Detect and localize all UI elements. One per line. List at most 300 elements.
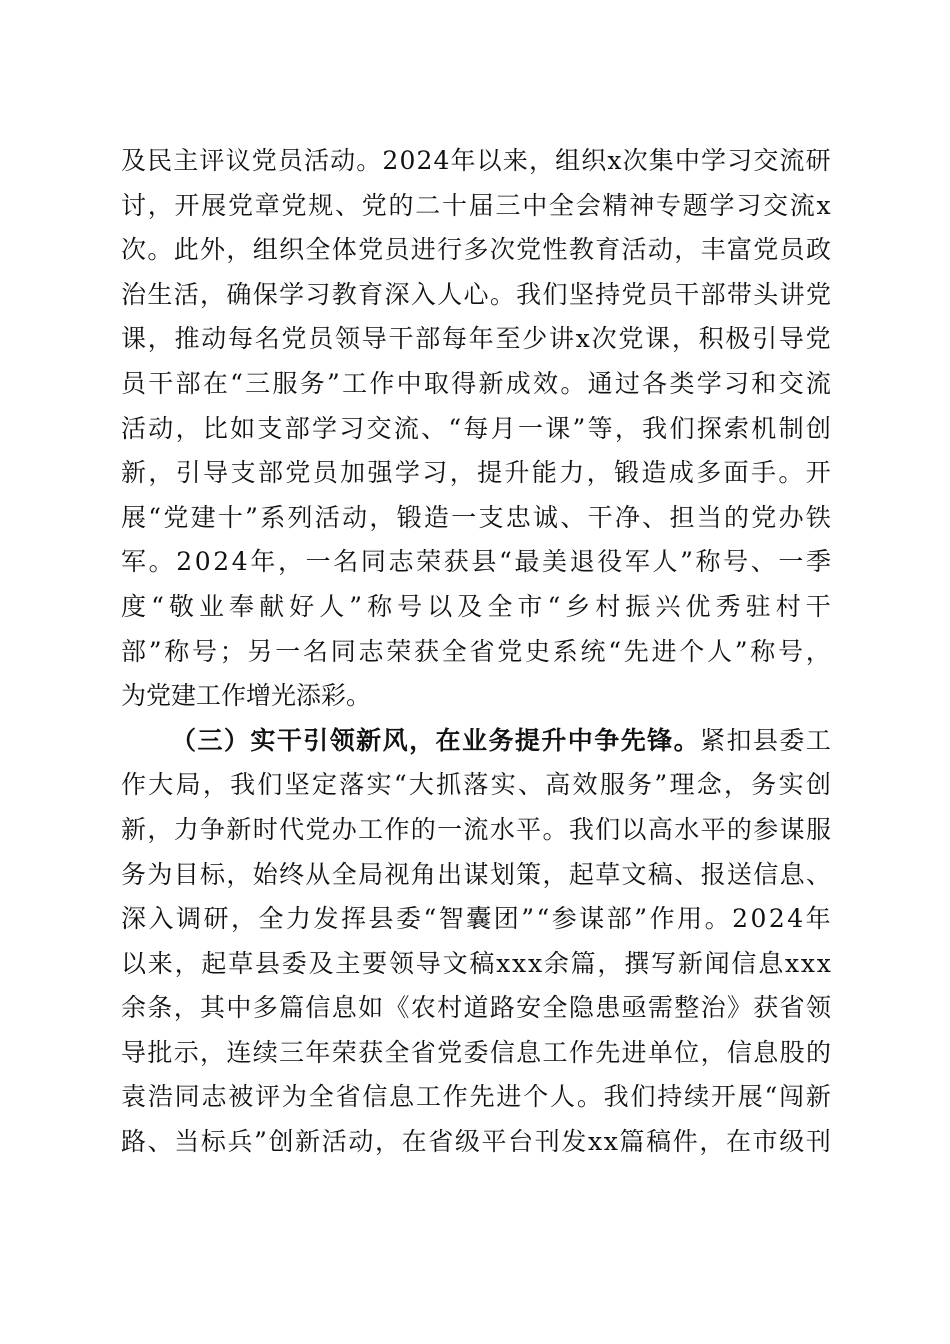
text-char: 我 — [568, 814, 594, 844]
text-line — [121, 630, 831, 675]
text-char: 终 — [279, 859, 305, 889]
text-char: 议 — [225, 146, 251, 175]
text-char: 草 — [595, 859, 621, 889]
text-char: 当 — [696, 502, 722, 532]
text-char: 入 — [148, 904, 174, 934]
text-char: 全 — [331, 859, 357, 889]
text-char: 党 — [305, 814, 331, 844]
text-char: 取 — [423, 368, 449, 398]
heading-char: 升 — [541, 725, 567, 755]
text-char: 坚 — [284, 770, 310, 800]
text-char: “ — [423, 904, 437, 934]
text-line — [121, 853, 831, 898]
text-char: 党 — [753, 235, 779, 265]
text-char: 兴 — [655, 591, 681, 621]
text-char: 念 — [696, 770, 722, 800]
text-char: 外 — [200, 235, 226, 265]
text-char: 示 — [173, 1037, 199, 1067]
text-char: 信 — [362, 1082, 388, 1112]
text-char: 员 — [312, 458, 338, 488]
text-char: 课 — [121, 324, 147, 354]
heading-char: 务 — [488, 725, 514, 755]
text-char: 写 — [651, 948, 677, 978]
text-char: 献 — [259, 591, 285, 621]
text-char: 路 — [121, 1127, 147, 1157]
text-char: 要 — [362, 948, 388, 978]
text-char: 领 — [805, 993, 831, 1023]
text-char: 称 — [164, 636, 190, 666]
text-char: 流 — [393, 413, 419, 443]
text-char: 史 — [525, 636, 551, 666]
text-char: 。 — [148, 547, 174, 577]
text-char: 一 — [778, 547, 804, 577]
text-char: 全 — [549, 190, 575, 220]
text-char: 高 — [647, 814, 673, 844]
text-char: 员 — [384, 235, 410, 265]
text-char: ， — [542, 859, 568, 889]
text-char: 获 — [443, 547, 469, 577]
text-char: 领 — [388, 948, 414, 978]
text-char: 研 — [203, 904, 229, 934]
text-char: ” — [680, 547, 693, 577]
text-char: 为 — [281, 1082, 307, 1112]
text-char: 业 — [198, 591, 224, 621]
text-char: 课 — [545, 413, 571, 443]
text-char: 习 — [305, 279, 331, 309]
text-char: 通 — [587, 368, 613, 398]
text-char: 每 — [228, 324, 254, 354]
text-char: 会 — [575, 190, 601, 220]
text-char: 定 — [311, 770, 337, 800]
text-line — [121, 1031, 831, 1076]
text-char: 丰 — [700, 235, 726, 265]
heading-char: 引 — [303, 725, 329, 755]
text-char: 深 — [384, 279, 410, 309]
text-line — [121, 540, 831, 585]
text-char: 度 — [121, 591, 147, 621]
text-char: 神 — [629, 190, 655, 220]
text-char: 囊 — [466, 904, 492, 934]
text-char: 中 — [674, 146, 700, 175]
text-char: x — [603, 1127, 618, 1157]
text-char: 三 — [495, 190, 521, 220]
text-char: 如 — [230, 413, 256, 443]
text-char: “ — [608, 636, 622, 666]
text-char: 2 — [213, 547, 230, 577]
text-char: 先 — [595, 1037, 621, 1067]
text-char: 年 — [468, 324, 494, 354]
text-char: 部 — [606, 904, 632, 934]
text-char: 性 — [542, 235, 568, 265]
text-char: 退 — [569, 547, 595, 577]
text-char: 文 — [621, 859, 647, 889]
text-char: 为 — [147, 859, 173, 889]
text-char: 动 — [148, 413, 174, 443]
text-char: 。 — [489, 279, 515, 309]
text-char: 代 — [279, 814, 305, 844]
text-line — [121, 986, 831, 1031]
text-char: 来 — [147, 948, 173, 978]
text-char: 号 — [723, 547, 749, 577]
text-char: 获 — [358, 1037, 384, 1067]
text-char: 作 — [369, 368, 395, 398]
text-char: 进 — [651, 636, 677, 666]
text-char: 省 — [335, 1082, 361, 1112]
text-char: 的 — [724, 502, 750, 532]
text-char: 在 — [401, 1127, 427, 1157]
text-char: 荣 — [331, 1037, 357, 1067]
text-char: 引 — [752, 324, 778, 354]
text-char: 建 — [190, 502, 216, 532]
text-char: 习 — [736, 190, 762, 220]
text-char: 作 — [384, 814, 410, 844]
text-char: 课 — [645, 324, 671, 354]
text-char: 划 — [489, 859, 515, 889]
text-char: 号 — [192, 636, 218, 666]
text-char: 统 — [580, 636, 606, 666]
text-char: 党 — [805, 324, 831, 354]
text-char: 、 — [517, 770, 543, 800]
text-char: 此 — [173, 235, 199, 265]
text-char: 及 — [457, 591, 483, 621]
heading-char: 三 — [197, 725, 223, 755]
text-char: “ — [148, 502, 162, 532]
text-char: 当 — [174, 1127, 200, 1157]
heading-char: （ — [171, 725, 197, 755]
text-char: 我 — [642, 413, 668, 443]
text-char: 带 — [726, 279, 752, 309]
text-char: 多 — [463, 235, 489, 265]
text-char: 干 — [388, 324, 414, 354]
text-char: 季 — [805, 547, 831, 577]
text-char: 年 — [305, 1037, 331, 1067]
text-char: 手 — [750, 458, 776, 488]
text-char: 谋 — [463, 859, 489, 889]
text-char: ， — [226, 235, 252, 265]
text-char: 党 — [618, 324, 644, 354]
text-char: 息 — [516, 1037, 542, 1067]
text-char: 造 — [423, 502, 449, 532]
text-char: “ — [498, 547, 512, 577]
text-char: 富 — [726, 235, 752, 265]
text-char: 。 — [356, 146, 382, 175]
text-char: 们 — [257, 770, 283, 800]
text-char: 篇 — [619, 1127, 645, 1157]
text-char: 头 — [753, 279, 779, 309]
text-char: 落 — [339, 770, 365, 800]
text-char: x — [588, 1127, 603, 1157]
text-line — [121, 942, 831, 987]
text-char: 县 — [254, 948, 280, 978]
text-char: 2 — [176, 547, 193, 577]
text-char: 出 — [437, 859, 463, 889]
text-char: 中 — [396, 368, 422, 398]
text-char: 。 — [560, 368, 586, 398]
text-char: 袁 — [121, 1082, 147, 1112]
text-char: 名 — [303, 636, 329, 666]
text-char: ， — [674, 235, 700, 265]
text-char: 志 — [358, 636, 384, 666]
text-char: 进 — [496, 1082, 522, 1112]
text-char: 台 — [508, 1127, 534, 1157]
text-char: 新 — [478, 368, 504, 398]
text-char: 调 — [176, 904, 202, 934]
text-char: 2 — [382, 146, 399, 175]
text-char: 角 — [410, 859, 436, 889]
text-char: 亟 — [621, 993, 647, 1023]
text-char: 驻 — [745, 591, 771, 621]
heading-char: 在 — [435, 725, 461, 755]
text-char: 批 — [147, 1037, 173, 1067]
text-char: 党 — [361, 190, 387, 220]
text-char: 件 — [672, 1127, 698, 1157]
text-char: 力 — [173, 814, 199, 844]
text-char: 信 — [731, 948, 757, 978]
text-char: 们 — [542, 279, 568, 309]
text-char: 篇 — [570, 948, 596, 978]
text-char: 县 — [368, 904, 394, 934]
text-char: 领 — [335, 324, 361, 354]
text-char: 的 — [726, 814, 752, 844]
text-char: 员 — [277, 146, 303, 175]
text-char: 局 — [358, 859, 384, 889]
text-char: x — [816, 190, 831, 220]
text-char: x — [527, 948, 543, 978]
text-char: 中 — [226, 993, 252, 1023]
text-char: 锻 — [614, 458, 640, 488]
text-char: 探 — [696, 413, 722, 443]
text-char: 全 — [384, 1037, 410, 1067]
text-char: 动 — [330, 146, 356, 175]
text-char: 主 — [173, 146, 199, 175]
heading-char: 风 — [382, 725, 408, 755]
text-char: 过 — [614, 368, 640, 398]
text-char: 务 — [627, 770, 653, 800]
text-char: 、 — [421, 413, 447, 443]
text-char: 党 — [805, 279, 831, 309]
text-char: 路 — [489, 993, 515, 1023]
text-char: 报 — [700, 859, 726, 889]
text-char: 习 — [422, 458, 448, 488]
text-char: 二 — [415, 190, 441, 220]
text-line — [121, 184, 831, 229]
text-char: 至 — [495, 324, 521, 354]
text-char: 条 — [147, 993, 173, 1023]
heading-char: 干 — [276, 725, 302, 755]
text-char: 研 — [805, 146, 831, 175]
text-char: ， — [671, 324, 697, 354]
heading-char: 领 — [329, 725, 355, 755]
text-char: 息 — [779, 859, 805, 889]
text-char: 我 — [230, 770, 256, 800]
text-char: 获 — [753, 993, 779, 1023]
text-char: 其 — [200, 993, 226, 1023]
text-char: 发 — [313, 904, 339, 934]
text-char: 村 — [595, 591, 621, 621]
text-char: 活 — [173, 279, 199, 309]
text-char: 面 — [723, 458, 749, 488]
text-char: ， — [369, 502, 395, 532]
text-char: 、 — [674, 859, 700, 889]
text-char: 位 — [674, 1037, 700, 1067]
text-char: ， — [724, 770, 750, 800]
text-char: 以 — [121, 948, 147, 978]
text-char: ， — [586, 458, 612, 488]
text-char: 入 — [410, 279, 436, 309]
text-char: 被 — [228, 1082, 254, 1112]
text-char: 推 — [174, 324, 200, 354]
text-char: 三 — [279, 1037, 305, 1067]
text-char: 集 — [648, 146, 674, 175]
text-char: ， — [202, 770, 228, 800]
text-char: 市 — [752, 1127, 778, 1157]
text-char: 一 — [517, 413, 543, 443]
text-char: 铁 — [805, 502, 831, 532]
text-char: 称 — [367, 591, 393, 621]
text-char: 新 — [805, 1082, 831, 1112]
text-char: 员 — [779, 235, 805, 265]
text-char: “ — [547, 591, 561, 621]
text-char: 单 — [647, 1037, 673, 1067]
text-char: 荣 — [416, 547, 442, 577]
text-char: 部 — [700, 279, 726, 309]
text-char: 精 — [602, 190, 628, 220]
text-char: 信 — [305, 993, 331, 1023]
text-char: 行 — [437, 235, 463, 265]
text-char: 0 — [399, 146, 416, 175]
text-char: 、 — [560, 502, 586, 532]
text-char: 同 — [174, 1082, 200, 1112]
text-char: 0 — [194, 547, 211, 577]
text-char: 每 — [442, 324, 468, 354]
text-char: 工 — [415, 1082, 441, 1112]
text-char: x — [785, 948, 800, 978]
text-char: 军 — [121, 547, 147, 577]
text-char: 村 — [775, 591, 801, 621]
text-char: ， — [173, 993, 199, 1023]
text-char: 振 — [625, 591, 651, 621]
text-line — [121, 763, 831, 808]
text-char: 稿 — [646, 1127, 672, 1157]
text-char: 净 — [614, 502, 640, 532]
text-char: 题 — [682, 190, 708, 220]
text-char: 们 — [630, 1082, 656, 1112]
text-char: 次 — [622, 146, 648, 175]
text-char: 党 — [285, 458, 311, 488]
text-char: ， — [528, 146, 554, 175]
text-char: 办 — [778, 502, 804, 532]
text-char: 干 — [674, 279, 700, 309]
text-char: 评 — [255, 1082, 281, 1112]
text-char: 党 — [621, 279, 647, 309]
text-char: 诚 — [533, 502, 559, 532]
text-char: x — [496, 948, 511, 978]
text-char: 每 — [463, 413, 489, 443]
text-char: 动 — [647, 235, 673, 265]
text-char: 年 — [450, 146, 476, 175]
text-char: 活 — [314, 502, 340, 532]
text-char: 干 — [805, 591, 831, 621]
heading-char: 锋 — [647, 725, 673, 755]
section-heading-line — [121, 719, 831, 764]
text-char: 活 — [321, 1127, 347, 1157]
text-char: 讲 — [779, 279, 805, 309]
text-char: 4 — [433, 146, 450, 175]
text-char: 。 — [147, 235, 173, 265]
text-char: 讨 — [121, 190, 147, 220]
text-char: ” — [245, 502, 258, 532]
text-char: “ — [151, 591, 164, 621]
text-char: 省 — [469, 636, 495, 666]
text-char: 开 — [805, 458, 831, 488]
text-char: 全 — [487, 591, 513, 621]
text-char: 信 — [753, 859, 779, 889]
text-char: 撰 — [624, 948, 650, 978]
text-char: 级 — [454, 1127, 480, 1157]
heading-char: 中 — [567, 725, 593, 755]
text-char: 优 — [685, 591, 711, 621]
heading-char: ， — [409, 725, 435, 755]
text-char: 部 — [415, 324, 441, 354]
text-char: 学 — [279, 279, 305, 309]
text-char: 服 — [805, 814, 831, 844]
text-char: 最 — [514, 547, 540, 577]
text-char: 人 — [707, 636, 733, 666]
text-char: 先 — [469, 1082, 495, 1112]
text-char: 安 — [516, 993, 542, 1023]
text-char: 同 — [360, 547, 386, 577]
text-char: 全 — [441, 636, 467, 666]
text-char: 一 — [275, 636, 301, 666]
text-char: 加 — [340, 458, 366, 488]
text-char: 的 — [805, 1037, 831, 1067]
text-char: 息 — [331, 993, 357, 1023]
text-char: 中 — [522, 190, 548, 220]
text-char: 全 — [542, 993, 568, 1023]
text-char: 交 — [763, 190, 789, 220]
text-char: 省 — [410, 1037, 436, 1067]
heading-char: 工 — [805, 725, 831, 755]
text-char: 起 — [568, 859, 594, 889]
heading-char: 争 — [594, 725, 620, 755]
text-char: 谋 — [579, 904, 605, 934]
text-char: 如 — [358, 993, 384, 1023]
text-char: 系 — [260, 502, 286, 532]
text-char: 落 — [463, 770, 489, 800]
text-char: 村 — [437, 993, 463, 1023]
text-char: “ — [230, 368, 243, 398]
text-char: 我 — [516, 279, 542, 309]
text-char: 闯 — [779, 1082, 805, 1112]
text-char: 、 — [750, 547, 776, 577]
text-char: 人 — [319, 591, 345, 621]
text-char: x — [816, 948, 831, 978]
text-char: 谋 — [779, 814, 805, 844]
text-char: 实 — [778, 770, 804, 800]
text-char: 育 — [595, 235, 621, 265]
text-char: 主 — [335, 948, 361, 978]
text-char: 部 — [175, 368, 201, 398]
text-char: 持 — [657, 1082, 683, 1112]
text-char: 体 — [331, 235, 357, 265]
text-char: 深 — [121, 904, 147, 934]
text-char: 全 — [308, 1082, 334, 1112]
text-char: 、 — [642, 502, 668, 532]
text-char: 工 — [542, 1037, 568, 1067]
text-char: 效 — [572, 770, 598, 800]
text-char: ， — [449, 458, 475, 488]
text-char: 时 — [252, 814, 278, 844]
